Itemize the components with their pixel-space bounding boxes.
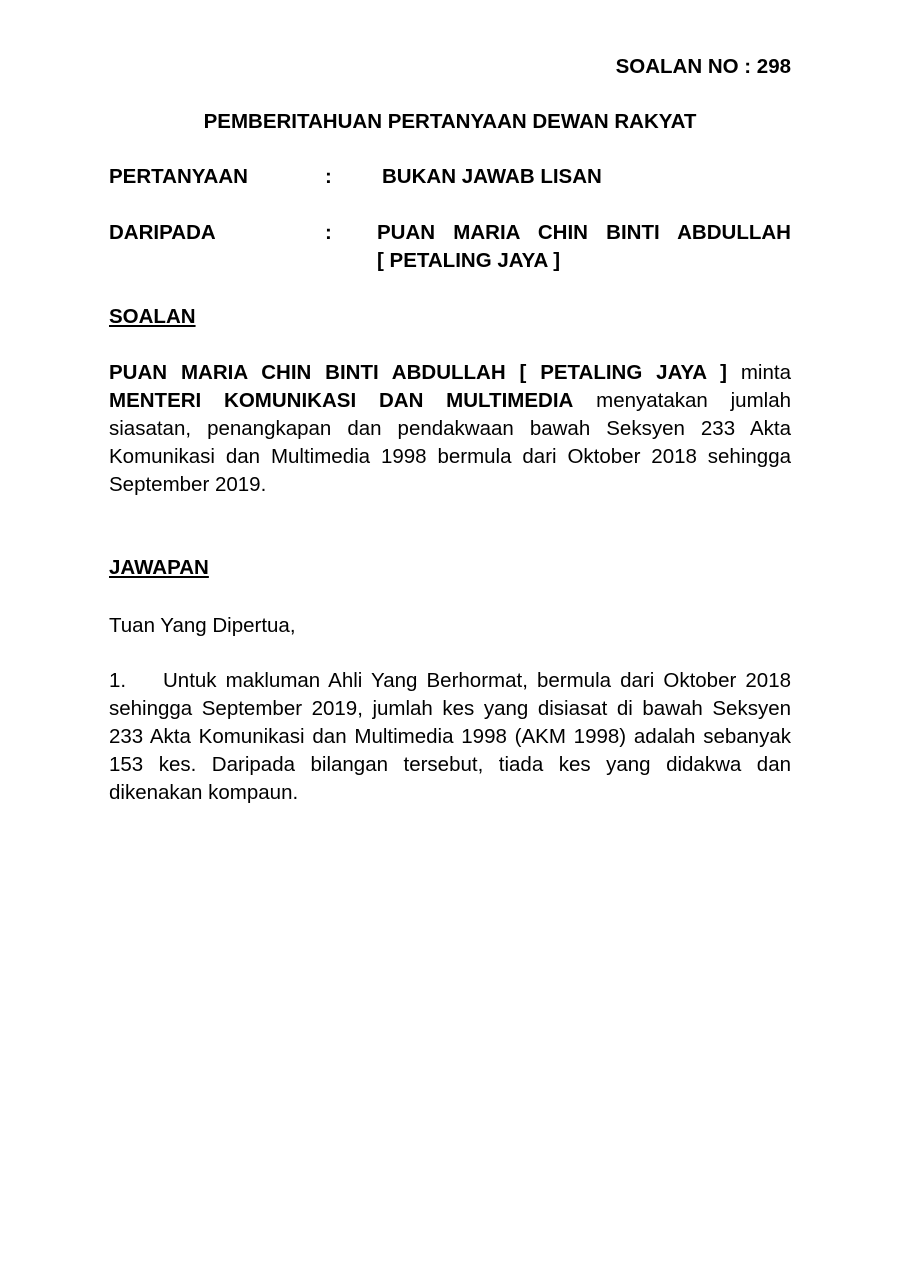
jawapan-item-1 [109,667,791,807]
pertanyaan-colon: : [325,165,332,188]
pertanyaan-label: PERTANYAAN [109,165,248,188]
daripada-colon: : [325,221,332,244]
daripada-label: DARIPADA [109,221,216,244]
item-text: Untuk makluman Ahli Yang Berhormat, bermula dari Oktober 2018 sehingga September 2019, jumlah kes yang disiasat di bawah Seksyen 233 Akta Komunikasi dan Multimedia 1998 (AKM 1998) adalah sebanyak 153 kes. Daripada bilangan tersebut, tiada kes yang didakwa dan dikenakan kompaun. [109,669,791,804]
asker-name: PUAN MARIA CHIN BINTI ABDULLAH [ PETALING JAYA ] [109,361,727,384]
daripada-value-constituency: [ PETALING JAYA ] [377,249,561,272]
item-number: 1. [109,669,127,692]
greeting: Tuan Yang Dipertua, [109,614,296,637]
jawapan-heading: JAWAPAN [109,556,209,579]
soalan-paragraph [109,359,791,499]
soalan-text: menyatakan jumlah siasatan, penangkapan dan pendakwaan bawah Seksyen 233 Akta Komunikasi dan Multimedia 1998 bermula dari Oktober 2018 sehingga September 2019. [109,389,792,496]
minister-name: MENTERI KOMUNIKASI DAN MULTIMEDIA [109,389,574,412]
soalan-heading: SOALAN [109,305,196,328]
document-title: PEMBERITAHUAN PERTANYAAN DEWAN RAKYAT [203,110,697,133]
daripada-value-name: PUAN MARIA CHIN BINTI ABDULLAH [377,221,791,244]
question-number: SOALAN NO : 298 [615,55,791,78]
pertanyaan-value: BUKAN JAWAB LISAN [382,165,602,188]
minta-word: minta [740,361,791,384]
